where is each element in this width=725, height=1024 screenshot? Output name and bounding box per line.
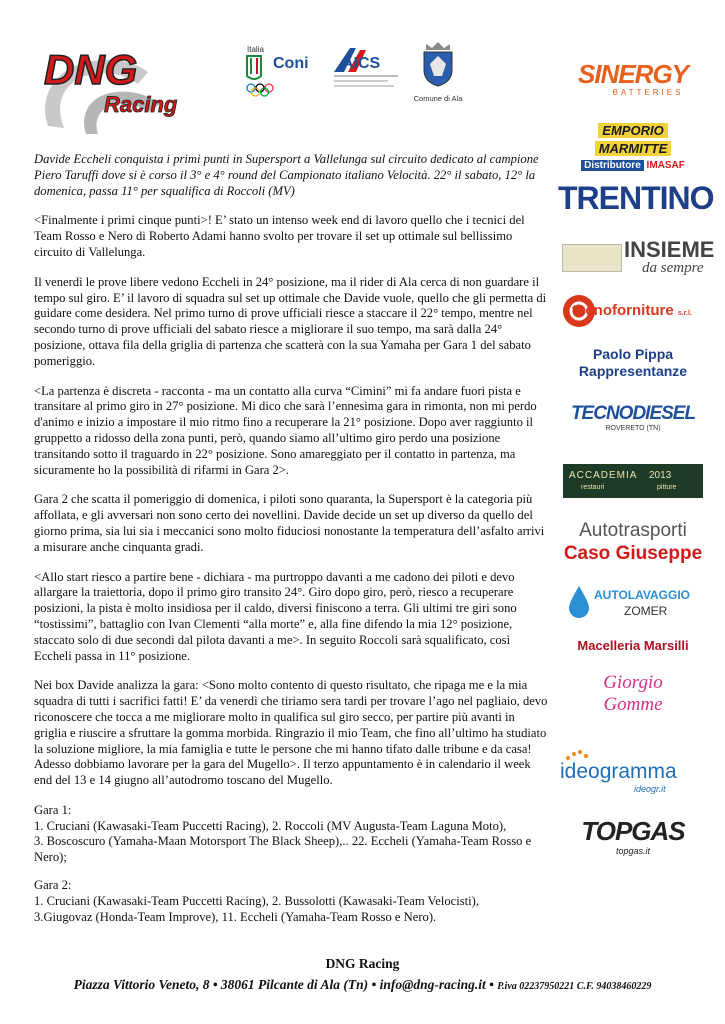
sinergy-logo-sub: BATTERIES <box>612 88 684 97</box>
distributore-line <box>558 160 708 172</box>
tecnoforniture-logo-text <box>572 302 692 319</box>
marmitte-logo-text: MARMITTE <box>595 141 672 156</box>
article-body <box>34 152 548 937</box>
sponsor-macelleria-marsilli <box>558 638 708 658</box>
coni-logo <box>243 42 323 97</box>
imasaf-label: IMASAF <box>646 160 685 171</box>
sponsor-topgas <box>558 816 708 862</box>
article-intro: Davide Eccheli conquista i primi punti in Supersport a Vallelunga sul circuito dedicato al campione Piero Taruffi dove si è corso il 3° e 4° round del Campionato italiano Velocità. 22° il sabato, 12° la domenica, passa 11° per squalifica di Roccoli (MV) <box>34 152 539 198</box>
macelleria-text: Macelleria Marsilli <box>577 638 689 653</box>
sponsor-autolavaggio-zomer <box>558 580 708 624</box>
coat-of-arms-icon <box>420 40 456 88</box>
sponsor-sinergy <box>558 60 708 102</box>
topgas-sub: topgas.it <box>615 846 651 856</box>
article-paragraph: Gara 2 che scatta il pomeriggio di domenica, i piloti sono quaranta, la Supersport è la categoria più affollata, e gli avversari non sono certo dei novellini. Davide decide un set up diverso da quello del giorno prima, sia lui sia i meccanici sono molto fiduciosi nonostante la temperatura dell’asfalto arrivi a misurare anche cinquanta gradi. <box>34 492 545 554</box>
sponsor-insieme <box>558 237 715 284</box>
race2-results <box>34 878 548 925</box>
article-paragraph: <Allo start riesco a partire bene - dichiara - ma purtroppo davanti a me cadono dei piloti e devo allargare la traiettoria, dopo il primo giro transito 24°. Giro dopo giro, però, riesco a recuperare posizioni, la pista è molto insidiosa per il caldo, diversi finiscono a terra. Gli ultimi tre giri sono “tostissimi”, battaglio con Ivan Clementi “alla morte” e, alla fine difendo la mia 12° posizione, staccato solo di due secondi dal pilota davanti a me>. In seguito Roccoli sarà squalificato, così Eccheli passa in 11° posizione. <box>34 569 517 663</box>
footer-company-name: DNG Racing <box>325 956 400 971</box>
aics-logo <box>330 42 402 97</box>
tecnoforniture-srl: s.r.l. <box>677 310 692 317</box>
sponsor-tecnoforniture <box>558 292 708 332</box>
comune-di-ala-caption: Comune di Ala <box>413 94 463 103</box>
race2-line: 3.Giugovaz (Honda-Team Improve), 11. Eccheli (Yamaha-Team Rosso e Nero). <box>34 909 437 924</box>
article-paragraph: Nei box Davide analizza la gara: <Sono molto contento di questo risultato, che ripaga me e la mia squadra di tutti i sacrifici fatti! E’ da venerdì che tiriamo sera tardi per trovare l’ago nel pagliaio, devo riconoscere che tocca a me migliorare molto in qualifica sul giro secco, per partire più avanti in griglia e riuscire a sfruttare la gomma morbida. Ringrazio il mio Team, che fino all’ultimo ha studiato la soluzione migliore, la mia famiglia e tutte le persone che mi hanno tifato dalle tribune e da casa! Adesso dobbiamo lavorare per la gara del Mugello>. Il terzo appuntamento è in calendario il week end del 13 e 14 giugno all’autodromo toscano del Mugello. <box>34 678 548 788</box>
dng-logo-subtext: Racing <box>104 92 178 117</box>
water-drop-icon <box>566 584 592 618</box>
accademia-text: ACCADEMIA <box>569 470 638 481</box>
da-sempre-text: da sempre <box>642 260 704 276</box>
zomer-text: ZOMER <box>624 604 668 618</box>
sponsor-caso-giuseppe <box>558 520 708 570</box>
footer-vat: P.iva 02237950221 C.F. 94038460229 <box>497 981 652 992</box>
tecnodiesel-logo-text: TECNODIESEL <box>570 403 696 424</box>
race2-line: 1. Cruciani (Kawasaki-Team Puccetti Racing), 2. Bussolotti (Kawasaki-Team Velocisti), <box>34 893 479 908</box>
sponsor-trentino <box>558 180 714 220</box>
race1-line: 1. Cruciani (Kawasaki-Team Puccetti Racing), 2. Roccoli (MV Augusta-Team Laguna Moto), <box>34 818 507 833</box>
race1-results <box>34 803 548 866</box>
footer <box>0 956 725 993</box>
distributore-label: Distributore <box>581 160 644 171</box>
footer-address <box>0 977 725 993</box>
article-paragraph: Il venerdì le prove libere vedono Eccheli in 24° posizione, ma il rider di Ala cerca di non guardare il tempo sul giro. E’ il lavoro di squadra sul set up ottimale che Davide vuole, quello che gli permetta di guidare come desidera. Nel primo turno di prove ufficiali riesce a staccare il 22° tempo, mentre nel secondo turno di prove ufficiali del sabato riesce a migliorare il suo tempo, ma sarà dalla 24° posizione, ottava fila della griglia di partenza che scatterà con la sua Yamaha per Gara 1 del sabato pomeriggio. <box>34 274 547 368</box>
coni-country-text: Italia <box>247 45 264 54</box>
dng-logo-text: DNG <box>44 46 138 93</box>
giorgio-text: Giorgio <box>603 672 663 693</box>
dng-racing-logo <box>30 38 200 140</box>
article-paragraph: <Finalmente i primi cinque punti>! E’ stato un intenso week end di lavoro quello che i tecnici del Team Rosso e Nero di Roberto Adami hanno svolto per trovare il set up ottimale sul bellissimo circuito di Vallelunga. <box>34 213 525 259</box>
ideogramma-text: ideogramma <box>560 760 677 783</box>
article-paragraph: <La partenza è discreta - racconta - ma un contatto alla curva “Cimini” mi fa andare fuori pista e transitare al primo giro in 27° posizione. Mi dico che sarà l’ennesima gara in rimonta, non mi perdo d'animo e inizio a impostare il mio ritmo fino a recuperare la 21° posizione. Dopo aver raggiunto il gruppetto a ridosso della zona punti, però, quando siamo all’ultimo giro perdo una posizione transitando sotto il traguardo in 22° posizione. Sono amareggiato per il contatto in partenza, ma sicuramente ho la possibilità di rifarmi in Gara 2>. <box>34 383 537 477</box>
autolavaggio-text: AUTOLAVAGGIO <box>594 588 690 602</box>
sponsor-tecnodiesel <box>558 404 708 440</box>
insieme-card-image <box>562 244 622 272</box>
autotrasporti-text: Autotrasporti <box>579 520 687 541</box>
comune-di-ala-logo <box>408 40 468 106</box>
race1-line: 3. Boscoscuro (Yamaha-Maan Motorsport The Black Sheep),.. 22. Eccheli (Yamaha-Team Rosso e Nero); <box>34 834 532 865</box>
rovereto-text: ROVERETO (TN) <box>605 425 661 432</box>
sponsor-giorgio-gomme <box>558 672 708 728</box>
gomme-text: Gomme <box>603 694 663 715</box>
insieme-logo-text: INSIEME <box>624 237 715 262</box>
rappresentanze-text: Rappresentanze <box>578 363 688 379</box>
emporio-logo-text: EMPORIO <box>598 123 667 138</box>
caso-giuseppe-text: Caso Giuseppe <box>563 543 703 564</box>
accademia-pitture: pitture <box>657 484 677 491</box>
ideogramma-sub: ideogr.it <box>634 784 666 794</box>
sinergy-logo-text: SINERGY <box>577 59 689 89</box>
sponsor-accademia <box>563 464 703 498</box>
aics-name-text: AICS <box>342 55 381 72</box>
sponsor-ideogramma <box>558 748 708 794</box>
sponsor-paolo-pippa <box>558 346 708 386</box>
footer-address-text: Piazza Vittorio Veneto, 8 • 38061 Pilcante di Ala (Tn) • info@dng-racing.it • <box>73 977 498 992</box>
trentino-logo-text: TRENTINO <box>558 180 714 216</box>
race2-title: Gara 2: <box>34 878 72 893</box>
paolo-pippa-text: Paolo Pippa <box>592 346 674 362</box>
coni-name-text: Coni <box>273 55 309 72</box>
accademia-year: 2013 <box>649 470 672 481</box>
sponsor-emporio-marmitte <box>558 122 708 171</box>
race1-title: Gara 1: <box>34 802 72 817</box>
tecnoforniture-text: tecnoforniture <box>572 302 674 319</box>
accademia-restauri: restauri <box>581 484 605 491</box>
topgas-logo-text: TOPGAS <box>581 816 685 846</box>
